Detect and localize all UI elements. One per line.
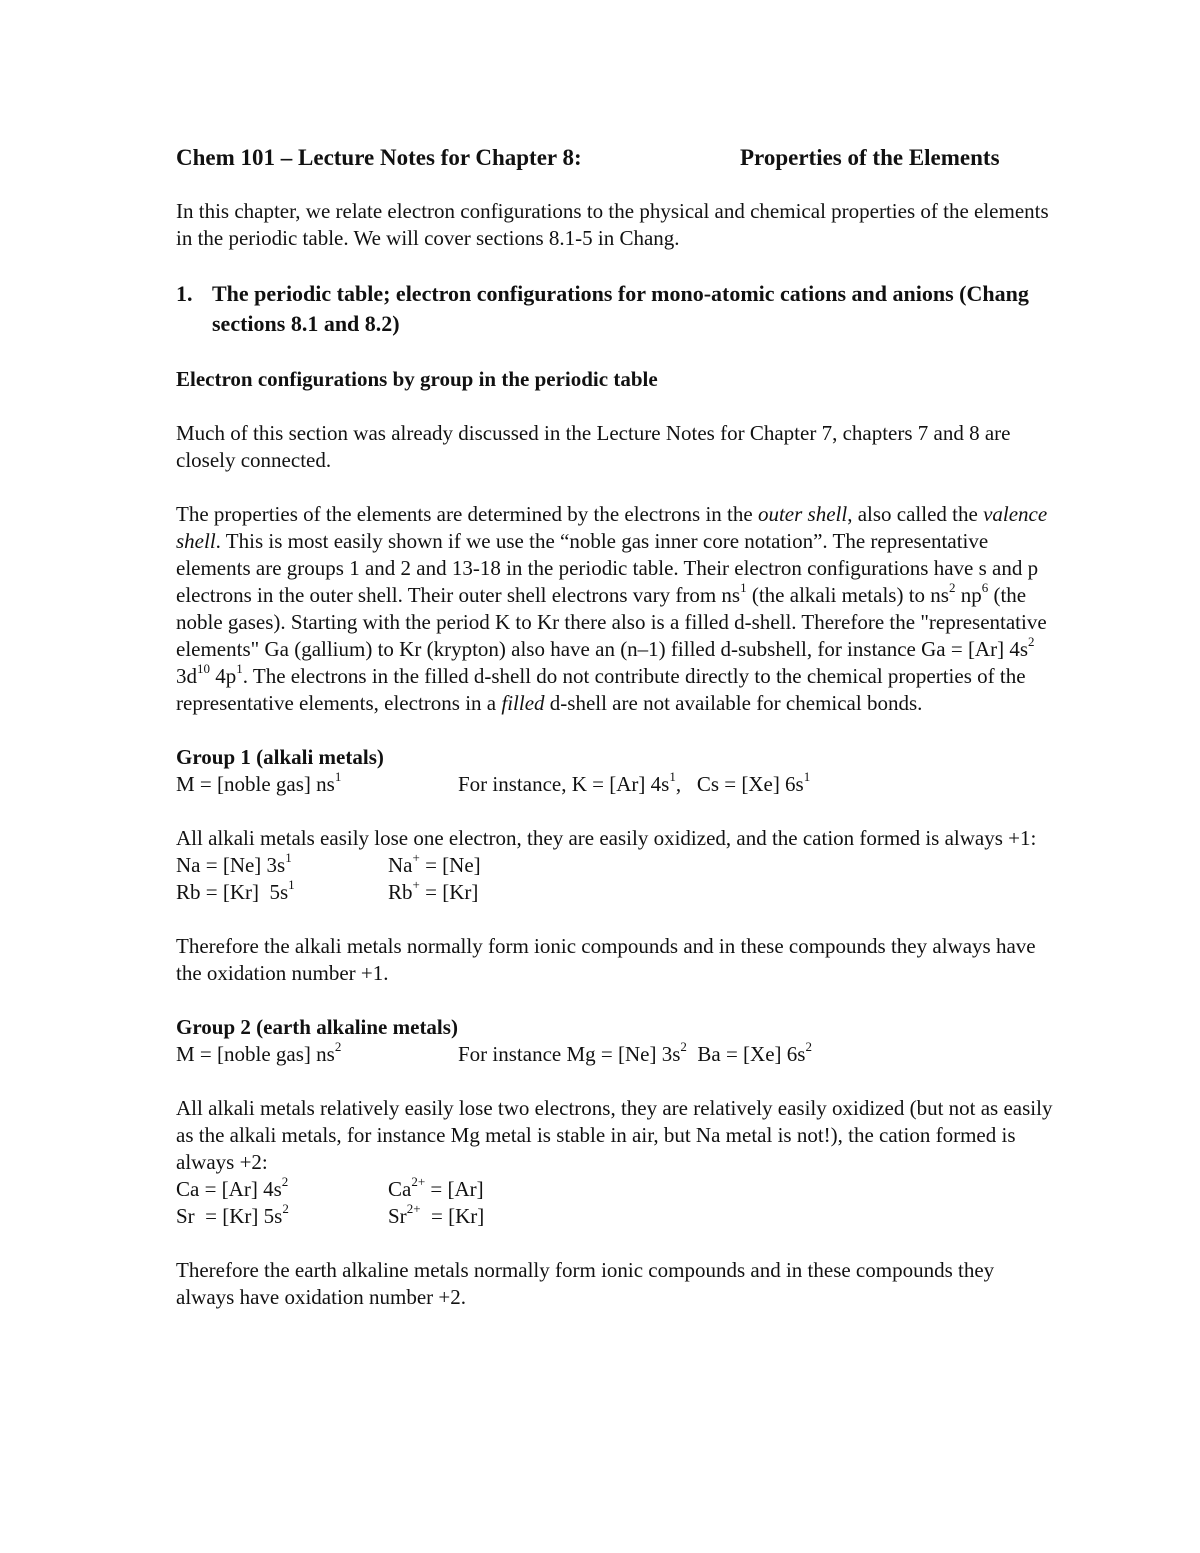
text: 3d — [176, 664, 197, 688]
superscript: 1 — [803, 769, 811, 784]
text: Rb — [388, 880, 413, 904]
atom-config — [176, 879, 388, 906]
page-title — [176, 140, 1056, 176]
group1-general — [176, 771, 458, 798]
group2-config-row — [176, 1203, 1056, 1230]
superscript: 10 — [197, 661, 210, 676]
superscript: 1 — [669, 769, 676, 784]
superscript: 1 — [740, 580, 747, 595]
text: = [Kr] — [420, 1204, 485, 1228]
group1-config-row — [176, 879, 1056, 906]
text: , also called the — [847, 502, 984, 526]
text: M = [noble gas] ns — [176, 1042, 335, 1066]
emphasis: filled — [501, 691, 545, 715]
text: Ca — [388, 1177, 412, 1201]
text: Ba = [Xe] 6s — [686, 1042, 806, 1066]
superscript: 2 — [1028, 634, 1035, 649]
text: M = [noble gas] ns — [176, 772, 335, 796]
group1-conclusion: Therefore the alkali metals normally form ionic compounds and in these compounds they always have the oxidation number +1. — [176, 934, 1036, 985]
group1-block — [176, 744, 1056, 798]
paragraph-2 — [176, 501, 1056, 717]
text: Na = [Ne] 3s — [176, 853, 286, 877]
text: . This is most easily shown if we use the “noble gas inner core notation”. The representative elements are groups 1 and 2 and 13-18 in the periodic table. Their electron configurations have s and p electrons in the outer shell. Their outer shell electrons vary from ns — [176, 529, 1039, 607]
atom-config — [176, 852, 388, 879]
superscript: 2 — [282, 1201, 289, 1216]
section-heading-text: The periodic table; electron configurations for mono-atomic cations and anions (Chang sections 8.1 and 8.2) — [212, 281, 1029, 336]
ion-config — [388, 1203, 484, 1230]
group2-desc: All alkali metals relatively easily lose two electrons, they are relatively easily oxidized (but not as easily as the alkali metals, for instance Mg metal is stable in air, but Na metal is not!), the cation formed is always +2: — [176, 1096, 1053, 1174]
superscript: 2 — [948, 580, 956, 595]
group2-conclusion: Therefore the earth alkaline metals normally form ionic compounds and in these compounds they always have oxidation number +2. — [176, 1258, 995, 1309]
text: Ca = [Ar] 4s — [176, 1177, 282, 1201]
text: . The electrons in the filled d-shell do not contribute directly to the chemical properties of the representative elements, electrons in a — [176, 664, 1026, 715]
text: np — [955, 583, 982, 607]
group2-title: Group 2 (earth alkaline metals) — [176, 1015, 458, 1039]
text: = [Kr] — [419, 880, 479, 904]
superscript: 2+ — [411, 1174, 426, 1189]
group1-general-row — [176, 771, 1056, 798]
superscript: 1 — [285, 850, 292, 865]
intro-paragraph: In this chapter, we relate electron configurations to the physical and chemical properties of the elements in the periodic table. We will cover sections 8.1-5 in Chang. — [176, 199, 1049, 250]
ion-config — [388, 852, 481, 879]
section-heading — [176, 279, 1056, 339]
group2-example — [458, 1041, 812, 1068]
ion-config — [388, 879, 478, 906]
text: 4p — [210, 664, 237, 688]
subheading: Electron configurations by group in the periodic table — [176, 367, 658, 391]
superscript: 1 — [334, 769, 342, 784]
atom-config — [176, 1203, 388, 1230]
text: The properties of the elements are determined by the electrons in the — [176, 502, 758, 526]
group1-title: Group 1 (alkali metals) — [176, 745, 384, 769]
emphasis: valence shell — [176, 502, 1048, 553]
text: For instance, K = [Ar] 4s — [458, 772, 670, 796]
text: Na — [388, 853, 413, 877]
superscript: 1 — [236, 661, 243, 676]
superscript: 2 — [680, 1039, 687, 1054]
superscript: + — [412, 877, 420, 892]
ion-config — [388, 1176, 484, 1203]
superscript: 2 — [281, 1174, 289, 1189]
superscript: 6 — [981, 580, 989, 595]
text: (the noble gases). Starting with the period K to Kr there also is a filled d-shell. Therefore the "representative elements" Ga (gallium) to Kr (krypton) also have an (n–1) filled d-subshell, for instance Ga = [Ar] 4s — [176, 583, 1047, 661]
text: Sr — [388, 1204, 407, 1228]
group2-block — [176, 1014, 1056, 1068]
group2-general-row — [176, 1041, 1056, 1068]
section-number: 1. — [176, 281, 193, 306]
superscript: 2+ — [406, 1201, 421, 1216]
paragraph-1: Much of this section was already discussed in the Lecture Notes for Chapter 7, chapters 7 and 8 are closely connected. — [176, 421, 1011, 472]
superscript: + — [412, 850, 420, 865]
text: = [Ne] — [419, 853, 481, 877]
title-right: Properties of the Elements — [740, 145, 1000, 170]
superscript: 1 — [288, 877, 295, 892]
text: (the alkali metals) to ns — [746, 583, 949, 607]
group1-desc: All alkali metals easily lose one electron, they are easily oxidized, and the cation formed is always +1: — [176, 826, 1037, 850]
superscript: 2 — [334, 1039, 342, 1054]
group1-config-row — [176, 852, 1056, 879]
title-left: Chem 101 – Lecture Notes for Chapter 8: — [176, 145, 582, 170]
text: For instance Mg = [Ne] 3s — [458, 1042, 681, 1066]
document-page — [176, 140, 1056, 1338]
text: Rb = [Kr] 5s — [176, 880, 289, 904]
group1-example — [458, 771, 810, 798]
emphasis: outer shell — [757, 502, 848, 526]
text: Sr = [Kr] 5s — [176, 1204, 283, 1228]
text: = [Ar] — [425, 1177, 484, 1201]
superscript: 2 — [805, 1039, 812, 1054]
text: d-shell are not available for chemical bonds. — [544, 691, 923, 715]
text: , Cs = [Xe] 6s — [675, 772, 804, 796]
group2-config-row — [176, 1176, 1056, 1203]
atom-config — [176, 1176, 388, 1203]
group2-general — [176, 1041, 458, 1068]
